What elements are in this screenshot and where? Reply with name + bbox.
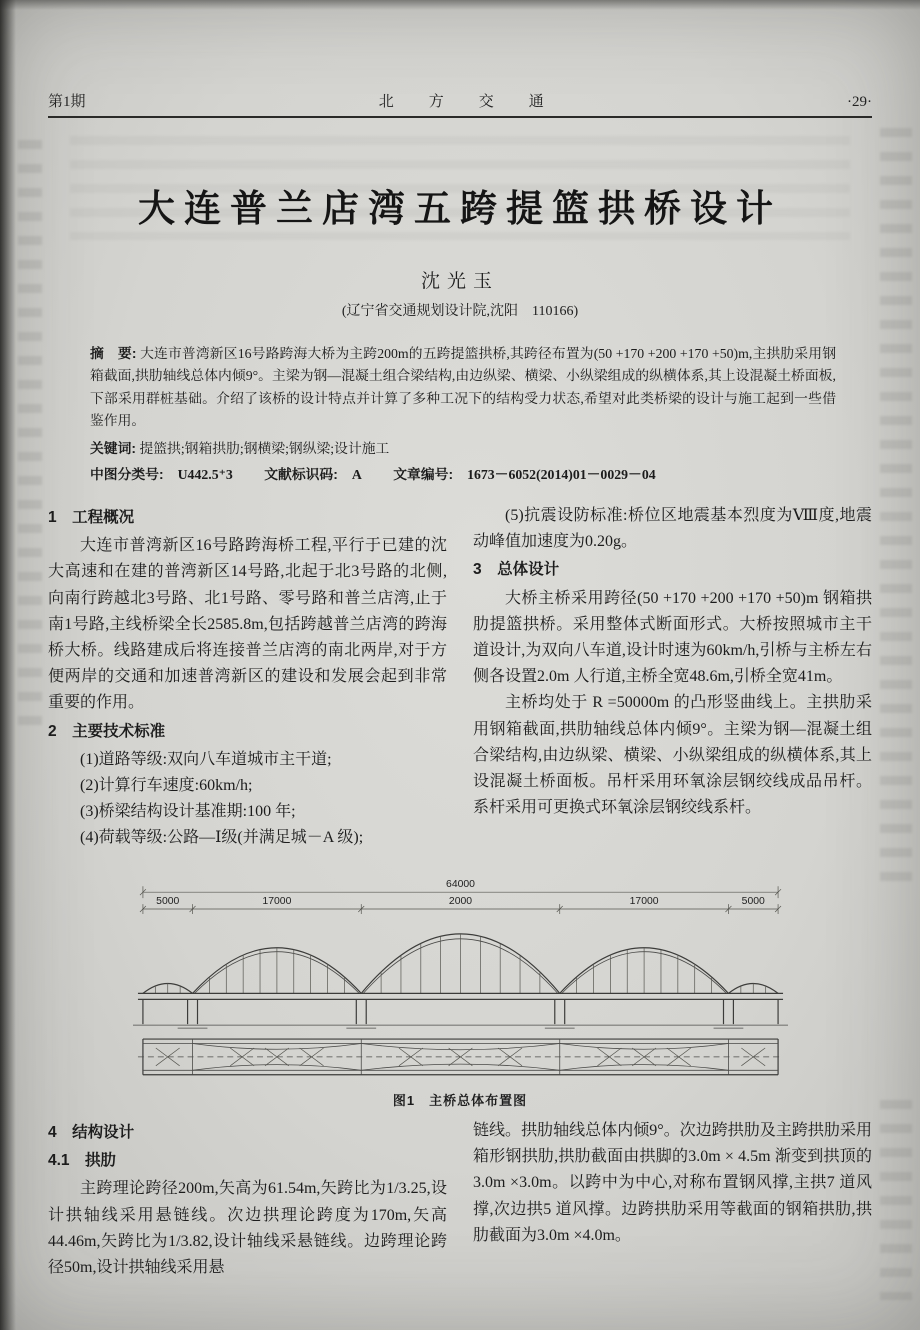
page-number: ·29· xyxy=(847,94,872,110)
bridge-layout-drawing xyxy=(133,876,788,1082)
author-name: 沈光玉 xyxy=(420,271,499,292)
section-2-heading: 2 主要技术标准 xyxy=(48,722,166,740)
section-1-heading: 1 工程概况 xyxy=(48,509,135,526)
article-no-value: 1673－6052(2014)01－0029－04 xyxy=(467,467,656,482)
abstract-label: 摘 要: xyxy=(90,346,137,361)
running-header xyxy=(48,90,872,111)
bridge-plan-view xyxy=(137,1039,782,1075)
section-3-heading: 3 总体设计 xyxy=(473,561,560,579)
dimension-label-span-1: 5000 xyxy=(155,896,179,908)
dimension-label-span-2: 17000 xyxy=(261,896,291,908)
issue-number: 第1期 xyxy=(48,94,86,110)
figure-caption: 图1 主桥总体布置图 xyxy=(392,1093,528,1108)
doc-code-value: A xyxy=(351,467,362,482)
scan-top-shadow xyxy=(0,0,920,10)
two-column-body-bottom xyxy=(48,1118,872,1281)
tech-standard-item-3: (3)桥梁结构设计基准期:100 年; xyxy=(80,803,296,821)
abstract-text: 大连市普湾新区16号路跨海大桥为主跨200m的五跨提篮拱桥,其跨径布置为(50 +170 +200 +170 +50)m,主拱肋采用钢箱截面,拱肋轴线总体内倾9°。主梁为钢—混凝土组合梁结构,由边纵梁、横梁、小纵梁组成的纵横体系,其上设混凝土桥面板,下部采用群桩基础。介绍了该桥的设计特点并计算了多种工况下的结构受力状态,希望对此类桥梁的设计与施工起到一些借鉴作用。 xyxy=(90,346,836,429)
section-4-paragraph: 主跨理论跨径200m,矢高为61.54m,矢跨比为1/3.25,设计拱轴线采用悬链线。次边拱理论跨度为170m,矢高44.46m,矢跨比为1/3.82,设计轴线采悬链线。边跨理论跨径50m,设计拱轴线采用悬 xyxy=(48,1180,447,1277)
dimension-spans xyxy=(139,896,780,914)
tech-standard-item-1: (1)道路等级:双向八车道城市主干道; xyxy=(80,750,332,768)
header-rule xyxy=(48,116,872,118)
keywords-text: 提篮拱;钢箱拱肋;钢横梁;钢纵梁;设计施工 xyxy=(139,441,390,456)
clc-value: U442.5⁺3 xyxy=(177,467,233,482)
author-affiliation: (辽宁省交通规划设计院,沈阳 110166) xyxy=(341,304,579,319)
doc-code-label: 文献标识码: xyxy=(264,467,338,482)
right-column xyxy=(473,503,872,852)
dimension-label-span-3: 2000 xyxy=(448,896,472,908)
keywords-label: 关键词: xyxy=(90,441,136,456)
dimension-label-span-5: 5000 xyxy=(741,896,765,908)
margin-bleedthrough-right xyxy=(880,128,912,888)
meta-line xyxy=(90,463,836,483)
journal-name: 北 方 交 通 xyxy=(378,94,554,110)
figure-1 xyxy=(48,876,872,1109)
dimension-label-span-4: 17000 xyxy=(629,896,659,908)
article-no-label: 文章编号: xyxy=(393,467,454,482)
left-column xyxy=(48,503,447,852)
section-4-1-heading: 4.1 拱肋 xyxy=(48,1152,117,1170)
right-column-bottom xyxy=(473,1118,872,1281)
abstract-section xyxy=(90,343,836,433)
tech-standard-item-2: (2)计算行车速度:60km/h; xyxy=(80,777,253,795)
clc-label: 中图分类号: xyxy=(90,467,164,482)
margin-bleedthrough-right-bottom xyxy=(880,1100,912,1300)
bridge-elevation xyxy=(133,934,788,1028)
article-title: 大连普兰店湾五跨提篮拱桥设计 xyxy=(138,189,782,230)
section-3-paragraph-1: 大桥主桥采用跨径(50 +170 +200 +170 +50)m 钢箱拱肋提篮拱桥。采用整体式断面形式。大桥按照城市主干道设计,为双向八车道,设计时速为60km/h,引桥与主桥左右侧各设置2.0m 人行道,主桥全宽48.6m,引桥全宽41m。 xyxy=(473,589,872,686)
tech-standard-item-4: (4)荷载等级:公路—Ⅰ级(并满足城－A 级); xyxy=(80,829,364,847)
two-column-body-top xyxy=(48,503,872,852)
dimension-label-total: 64000 xyxy=(445,879,475,891)
section-1-paragraph: 大连市普湾新区16号路跨海桥工程,平行于已建的沈大高速和在建的普湾新区14号路,北起于北3号路的北侧,向南行跨越北3号路、北1号路、零号路和普兰店湾,止于南1号路,主线桥梁全长2585.8m,包括跨越普兰店湾的跨海桥大桥。线路建成后将连接普兰店湾的南北两岸,对于方便两岸的交通和加速普湾新区的建设和发展会起到非常重要的作用。 xyxy=(48,537,447,712)
left-column-bottom xyxy=(48,1118,447,1281)
section-4-paragraph-continued: 链线。拱肋轴线总体内倾9°。次边跨拱肋及主跨拱肋采用箱形钢拱肋,拱肋截面由拱脚的3.0m × 4.5m 渐变到拱顶的3.0m ×3.0m。以跨中为中心,对称布置钢风撑,主拱7 道风撑,次边拱5 道风撑。边跨拱肋采用等截面的钢箱拱肋,拱肋截面为3.0m ×4.0m。 xyxy=(473,1122,872,1244)
keywords-line xyxy=(90,437,836,457)
section-3-paragraph-2: 主桥均处于 R =50000m 的凸形竖曲线上。主拱肋采用钢箱截面,拱肋轴线总体内倾9°。主梁为钢—混凝土组合梁结构,由边纵梁、横梁、小纵梁组成的纵横体系,其上设混凝土桥面板。吊杆采用环氧涂层钢绞线成品吊杆。系杆采用可更换式环氧涂层钢绞线系杆。 xyxy=(473,694,872,817)
section-4-heading: 4 结构设计 xyxy=(48,1124,135,1141)
tech-standard-item-5: (5)抗震设防标准:桥位区地震基本烈度为Ⅷ度,地震动峰值加速度为0.20g。 xyxy=(473,507,872,551)
